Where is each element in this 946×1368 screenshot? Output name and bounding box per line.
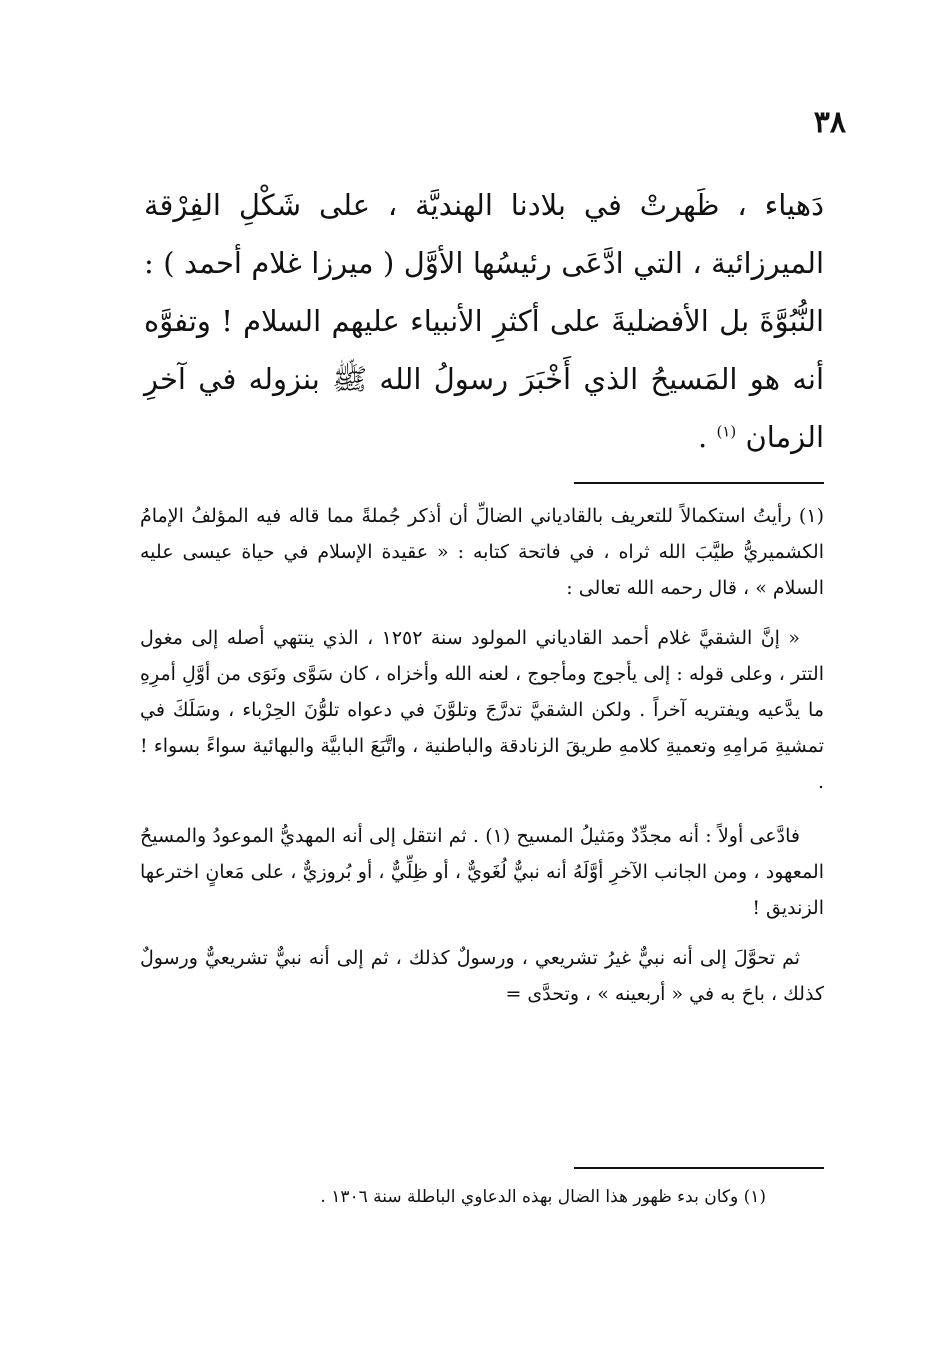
footnote-1 [140, 498, 824, 1030]
footnote-2: (١) وكان بدء ظهور هذا الضال بهذه الدعاوي الباطلة سنة ١٣٠٦ . [320, 1187, 766, 1207]
main-body [144, 176, 824, 466]
footnote-separator [574, 482, 824, 484]
page-number: ٣٨ [813, 105, 846, 140]
footnote-1-claims: فادَّعى أولاً : أنه مجدِّدٌ ومَثيلُ المسيح (١) . ثم انتقل إلى أنه المهديُّ الموعودُ والمسيحُ المعهود ، ومن الجانب الآخرِ أوَّلَهُ أنه نبيٌّ لُغَويٌّ ، أو ظِلِّيٌّ ، أو بُروزيٌّ ، على مَعانٍ اخترعها الزنديق ! [140, 825, 824, 919]
main-paragraph [144, 176, 824, 466]
footnote-1-quote: « إنَّ الشقيَّ غلام أحمد القادياني المولود سنة ١٢٥٢ ، الذي ينتهي أصله إلى مغول التتر ، وعلى قوله : إلى يأجوج ومأجوج ، لعنه الله وأخزاه ، كان سَوَّى ونَوَى من أوَّلِ أمرِهِ ما يدَّعيه ويفتريه آخراً . ولكن الشقيَّ تدرَّجَ وتلوَّنَ في دعواه تلوُّنَ الحِرْباء ، وسَلَكَ في تمشيةِ مَرامِهِ وتعميةِ كلامهِ طريقَ الزنادقة والباطنية ، واتَّبَعَ البابيَّة والبهائية سواءً بسواء ! . [140, 627, 824, 793]
main-paragraph-end: . [698, 420, 717, 454]
footnote-1-progression: ثم تحوَّلَ إلى أنه نبيٌّ غيرُ تشريعي ، ورسولٌ كذلك ، ثم إلى أنه نبيٌّ تشريعيٌّ ورسولٌ كذلك ، باحَ به في « أربعينه » ، وتحدَّى = [140, 947, 824, 1005]
footnote-reference: (١) [716, 422, 737, 441]
footnote-separator-2 [574, 1167, 824, 1169]
main-paragraph-text: دَهياء ، ظَهرتْ في بلادنا الهنديَّة ، على شَكْلِ الفِرْقة الميرزائية ، التي ادَّعَى رئيسُها الأوَّل ( ميرزا غلام أحمد ) : النُّبُوَّةَ بل الأفضليةَ على أكثرِ الأنبياء عليهم السلام ! وتفوَّه أنه هو المَسيحُ الذي أَخْبَرَ رسولُ الله ﷺ بنزوله في آخرِ الزمان [144, 188, 824, 454]
footnote-1-intro: (١) رأيتُ استكمالاً للتعريف بالقادياني الضالِّ أن أذكر جُملةً مما قاله فيه المؤلفُ الإمامُ الكشميريُّ طيَّبَ الله ثراه ، في فاتحة كتابه : « عقيدة الإسلام في حياة عيسى عليه السلام » ، قال رحمه الله تعالى : [140, 505, 824, 599]
